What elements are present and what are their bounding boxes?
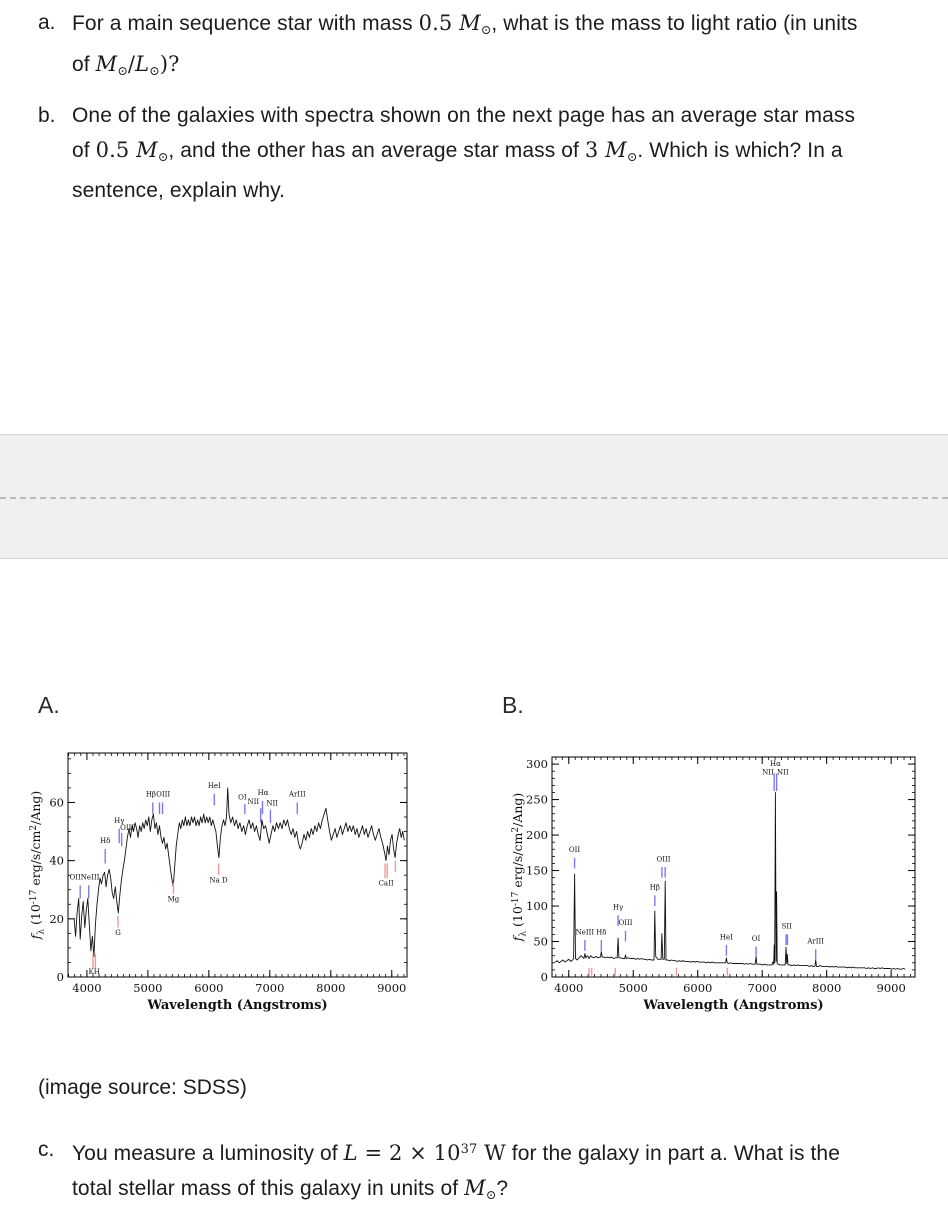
question-c-line-1: You measure a luminosity of $L = 2 \times 10^{37}$ W for the galaxy in part a. What is the <box>72 1141 840 1166</box>
svg-text:9000: 9000 <box>377 981 407 995</box>
question-c <box>38 1133 918 1212</box>
svg-text:ArIII: ArIII <box>288 790 306 799</box>
svg-text:5000: 5000 <box>133 981 163 995</box>
svg-text:SII: SII <box>781 922 792 931</box>
page-break-dashed-line <box>0 497 948 499</box>
svg-text:50: 50 <box>533 934 548 949</box>
svg-text:OII: OII <box>568 846 581 855</box>
svg-text:Hα: Hα <box>769 760 781 769</box>
question-a-line-1: For a main sequence star with mass 0.5 M⊙, what is the mass to light ratio (in units <box>72 11 858 37</box>
svg-text:Hδ: Hδ <box>596 928 607 937</box>
svg-text:NII: NII <box>762 768 774 777</box>
svg-text:OIII: OIII <box>618 919 633 928</box>
question-b-line-2: of 0.5 M⊙, and the other has an average star mass of 3 M⊙. Which is which? In a <box>72 138 843 164</box>
svg-text:OI: OI <box>751 934 761 943</box>
svg-text:OIII: OIII <box>656 855 671 864</box>
svg-text:Hγ: Hγ <box>612 903 624 912</box>
question-c-marker: c. <box>38 1138 55 1161</box>
svg-text:7000: 7000 <box>255 981 285 995</box>
svg-text:G: G <box>115 928 121 937</box>
svg-text:KH: KH <box>88 968 100 977</box>
svg-text:5000: 5000 <box>618 981 648 995</box>
spectrum-chart-a <box>28 747 412 1019</box>
svg-text:NII: NII <box>247 797 260 806</box>
svg-text:NII: NII <box>776 768 789 777</box>
svg-text:HeI: HeI <box>719 933 733 942</box>
svg-text:300: 300 <box>526 757 548 772</box>
question-a-line-2: of M⊙/L⊙)? <box>72 51 180 78</box>
svg-text:OIINeIII: OIINeIII <box>69 873 100 882</box>
svg-text:100: 100 <box>526 899 548 914</box>
svg-text:60: 60 <box>49 795 64 810</box>
question-a <box>38 6 918 88</box>
svg-text:ArIII: ArIII <box>807 937 825 946</box>
svg-text:Hδ: Hδ <box>100 837 111 846</box>
question-b-line-3: sentence, explain why. <box>72 178 286 202</box>
svg-text:Wavelength (Angstroms): Wavelength (Angstroms) <box>643 998 824 1013</box>
svg-text:6000: 6000 <box>683 981 713 995</box>
image-credit: (image source: SDSS) <box>38 1076 247 1099</box>
svg-text:250: 250 <box>526 792 548 807</box>
svg-text:NII: NII <box>266 799 279 808</box>
question-a-marker: a. <box>38 11 56 34</box>
svg-text:150: 150 <box>526 863 548 878</box>
svg-text:4000: 4000 <box>554 981 584 995</box>
question-b-text <box>72 99 918 208</box>
question-a-text <box>72 6 918 88</box>
svg-text:4000: 4000 <box>72 981 102 995</box>
svg-text:40: 40 <box>49 853 64 868</box>
figure-a-label: A. <box>38 692 60 718</box>
question-c-text <box>72 1133 918 1212</box>
svg-text:NeIII: NeIII <box>575 928 595 937</box>
svg-text:OI: OI <box>238 793 247 802</box>
page-break-separator <box>0 434 948 559</box>
svg-text:200: 200 <box>526 828 548 843</box>
svg-text:Hβ: Hβ <box>145 790 156 799</box>
spectrum-chart-b <box>510 745 934 1023</box>
svg-text:OIII: OIII <box>156 790 171 799</box>
svg-text:0: 0 <box>56 970 64 984</box>
question-b-line-1: One of the galaxies with spectra shown on the next page has an average star mass <box>72 104 856 127</box>
svg-text:8000: 8000 <box>316 981 346 995</box>
question-c-line-2: total stellar mass of this galaxy in units of M⊙? <box>72 1176 509 1202</box>
svg-text:Hγ: Hγ <box>114 816 125 825</box>
figure-b-label: B. <box>502 692 524 718</box>
svg-text:6000: 6000 <box>194 981 224 995</box>
svg-text:Wavelength (Angstroms): Wavelength (Angstroms) <box>147 998 328 1013</box>
svg-text:HeI: HeI <box>207 781 221 790</box>
svg-text:9000: 9000 <box>876 981 906 995</box>
svg-text:20: 20 <box>49 911 64 926</box>
svg-text:7000: 7000 <box>747 981 777 995</box>
question-b <box>38 99 918 208</box>
svg-text:Hα: Hα <box>257 789 269 798</box>
svg-text:0: 0 <box>540 970 548 984</box>
svg-text:CaII: CaII <box>378 879 394 888</box>
svg-text:OIII: OIII <box>120 824 135 833</box>
svg-text:Hβ: Hβ <box>649 883 660 892</box>
svg-text:fλ (10-17 erg/s/cm2/Ang): $f_\lambda$ ($10^{-17}$ erg/$s/cm^2/Ang$) <box>510 792 529 942</box>
question-b-marker: b. <box>38 104 56 127</box>
svg-text:Na D: Na D <box>209 876 228 885</box>
svg-text:fλ (10-17 erg/s/cm2/Ang): $f_\lambda$ ($10^{-17}$ erg/$s/cm^2/Ang$) <box>28 790 47 940</box>
svg-text:8000: 8000 <box>812 981 842 995</box>
svg-text:Mg: Mg <box>167 895 180 904</box>
